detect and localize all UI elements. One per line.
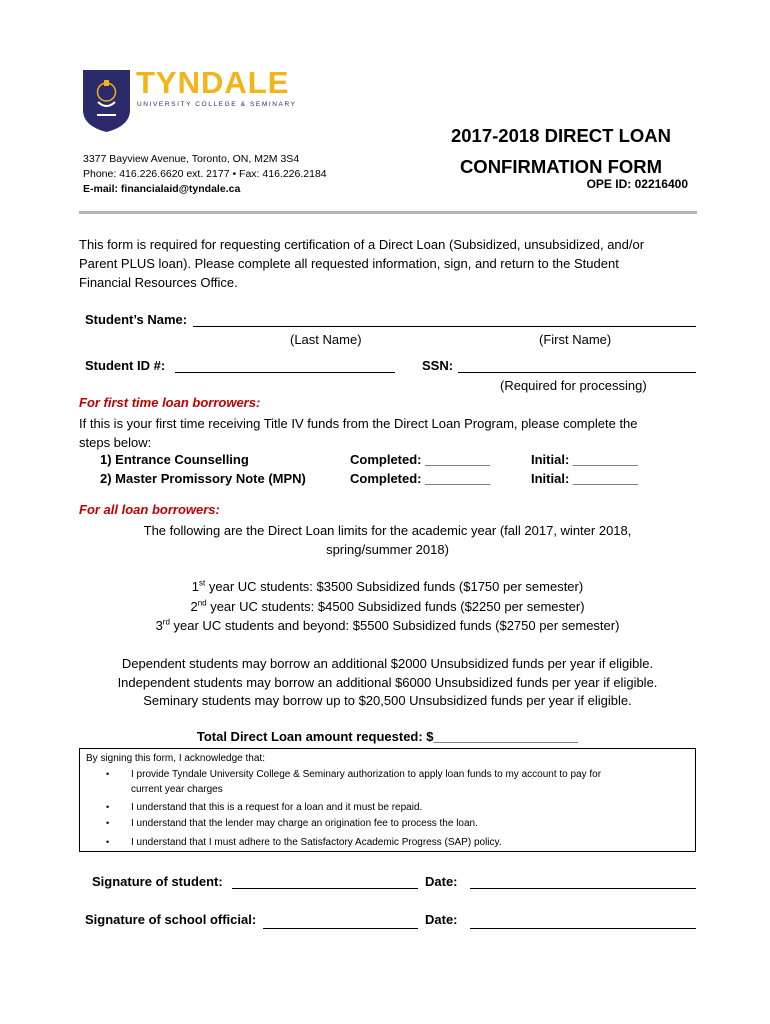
ssn-line[interactable] <box>458 372 696 373</box>
first-time-line-1: If this is your first time receiving Title IV funds from the Direct Loan Program, please complete the <box>79 416 638 431</box>
address: 3377 Bayview Avenue, Toronto, ON, M2M 3S4 <box>83 153 300 165</box>
first-time-heading: For first time loan borrowers: <box>79 395 261 410</box>
limits-line-1: The following are the Direct Loan limits for the academic year (fall 2017, winter 2018, <box>143 523 632 538</box>
official-signature-label: Signature of school official: <box>85 912 257 927</box>
ack-bullet-3: I understand that the lender may charge an origination fee to process the loan. <box>131 818 478 829</box>
total-amount-requested[interactable]: Total Direct Loan amount requested: $____________________ <box>196 729 579 744</box>
first-name-caption: (First Name) <box>539 332 612 347</box>
completed-2[interactable]: Completed: _________ <box>350 471 491 486</box>
last-name-caption: (Last Name) <box>290 332 362 347</box>
tyndale-shield-logo <box>83 70 130 132</box>
independent-limit: Independent students may borrow an additional $6000 Unsubsidized funds per year if eligible. <box>117 675 658 690</box>
student-date-label: Date: <box>425 874 458 889</box>
form-title <box>430 120 692 182</box>
student-name-label: Student’s Name: <box>85 312 188 327</box>
step-entrance-counselling: 1) Entrance Counselling <box>100 452 249 467</box>
official-date-line[interactable] <box>470 928 696 929</box>
dependent-limit: Dependent students may borrow an additional $2000 Unsubsidized funds per year if eligible. <box>121 656 654 671</box>
completed-1[interactable]: Completed: _________ <box>350 452 491 467</box>
year-1-limit: 1st year UC students: $3500 Subsidized funds ($1750 per semester) <box>191 578 584 594</box>
ack-bullet-1-line-1: I provide Tyndale University College & Seminary authorization to apply loan funds to my account to pay for <box>131 769 602 780</box>
title-line-2: CONFIRMATION FORM <box>459 156 663 177</box>
logo-wordmark: TYNDALE <box>136 65 290 100</box>
intro-line-3: Financial Resources Office. <box>79 275 238 290</box>
student-date-line[interactable] <box>470 888 696 889</box>
header-divider <box>79 211 697 214</box>
email: E-mail: financialaid@tyndale.ca <box>83 183 241 195</box>
official-date-label: Date: <box>425 912 458 927</box>
student-signature-line[interactable] <box>232 888 418 889</box>
ack-bullet-2: I understand that this is a request for a loan and it must be repaid. <box>131 802 423 813</box>
title-line-1: 2017-2018 DIRECT LOAN <box>450 125 672 146</box>
student-signature-label: Signature of student: <box>92 874 223 889</box>
student-id-line[interactable] <box>175 372 395 373</box>
year-3-limit: 3rd year UC students and beyond: $5500 Subsidized funds ($2750 per semester) <box>155 617 620 633</box>
official-signature-line[interactable] <box>263 928 418 929</box>
ope-id: OPE ID: 02216400 <box>586 177 688 191</box>
initial-2[interactable]: Initial: _________ <box>531 471 638 486</box>
logo-subtitle: UNIVERSITY COLLEGE & SEMINARY <box>137 101 297 108</box>
intro-line-2: Parent PLUS loan). Please complete all requested information, sign, and return to the Student <box>79 256 619 271</box>
phone-fax: Phone: 416.226.6620 ext. 2177 • Fax: 416.226.2184 <box>83 168 327 180</box>
student-id-label: Student ID #: <box>85 358 166 373</box>
step-mpn: 2) Master Promissory Note (MPN) <box>100 471 306 486</box>
bullet-icon: • <box>106 837 110 847</box>
ssn-label: SSN: <box>422 358 454 373</box>
bullet-icon: • <box>106 769 110 779</box>
intro-line-1: This form is required for requesting certification of a Direct Loan (Subsidized, unsubsidized, and/or <box>79 237 645 252</box>
limits-line-2: spring/summer 2018) <box>326 542 449 557</box>
ack-bullet-4: I understand that I must adhere to the Satisfactory Academic Progress (SAP) policy. <box>131 837 502 848</box>
ack-bullet-1-line-2: current year charges <box>131 784 223 795</box>
first-time-line-2: steps below: <box>79 435 152 450</box>
bullet-icon: • <box>106 802 110 812</box>
acknowledgement-intro: By signing this form, I acknowledge that: <box>86 753 265 764</box>
bullet-icon: • <box>106 818 110 828</box>
student-name-line[interactable] <box>193 326 696 327</box>
seminary-limit: Seminary students may borrow up to $20,500 Unsubsidized funds per year if eligible. <box>143 693 632 708</box>
all-borrowers-heading: For all loan borrowers: <box>79 502 220 517</box>
initial-1[interactable]: Initial: _________ <box>531 452 638 467</box>
year-2-limit: 2nd year UC students: $4500 Subsidized funds ($2250 per semester) <box>190 598 585 614</box>
ssn-caption: (Required for processing) <box>500 378 647 393</box>
